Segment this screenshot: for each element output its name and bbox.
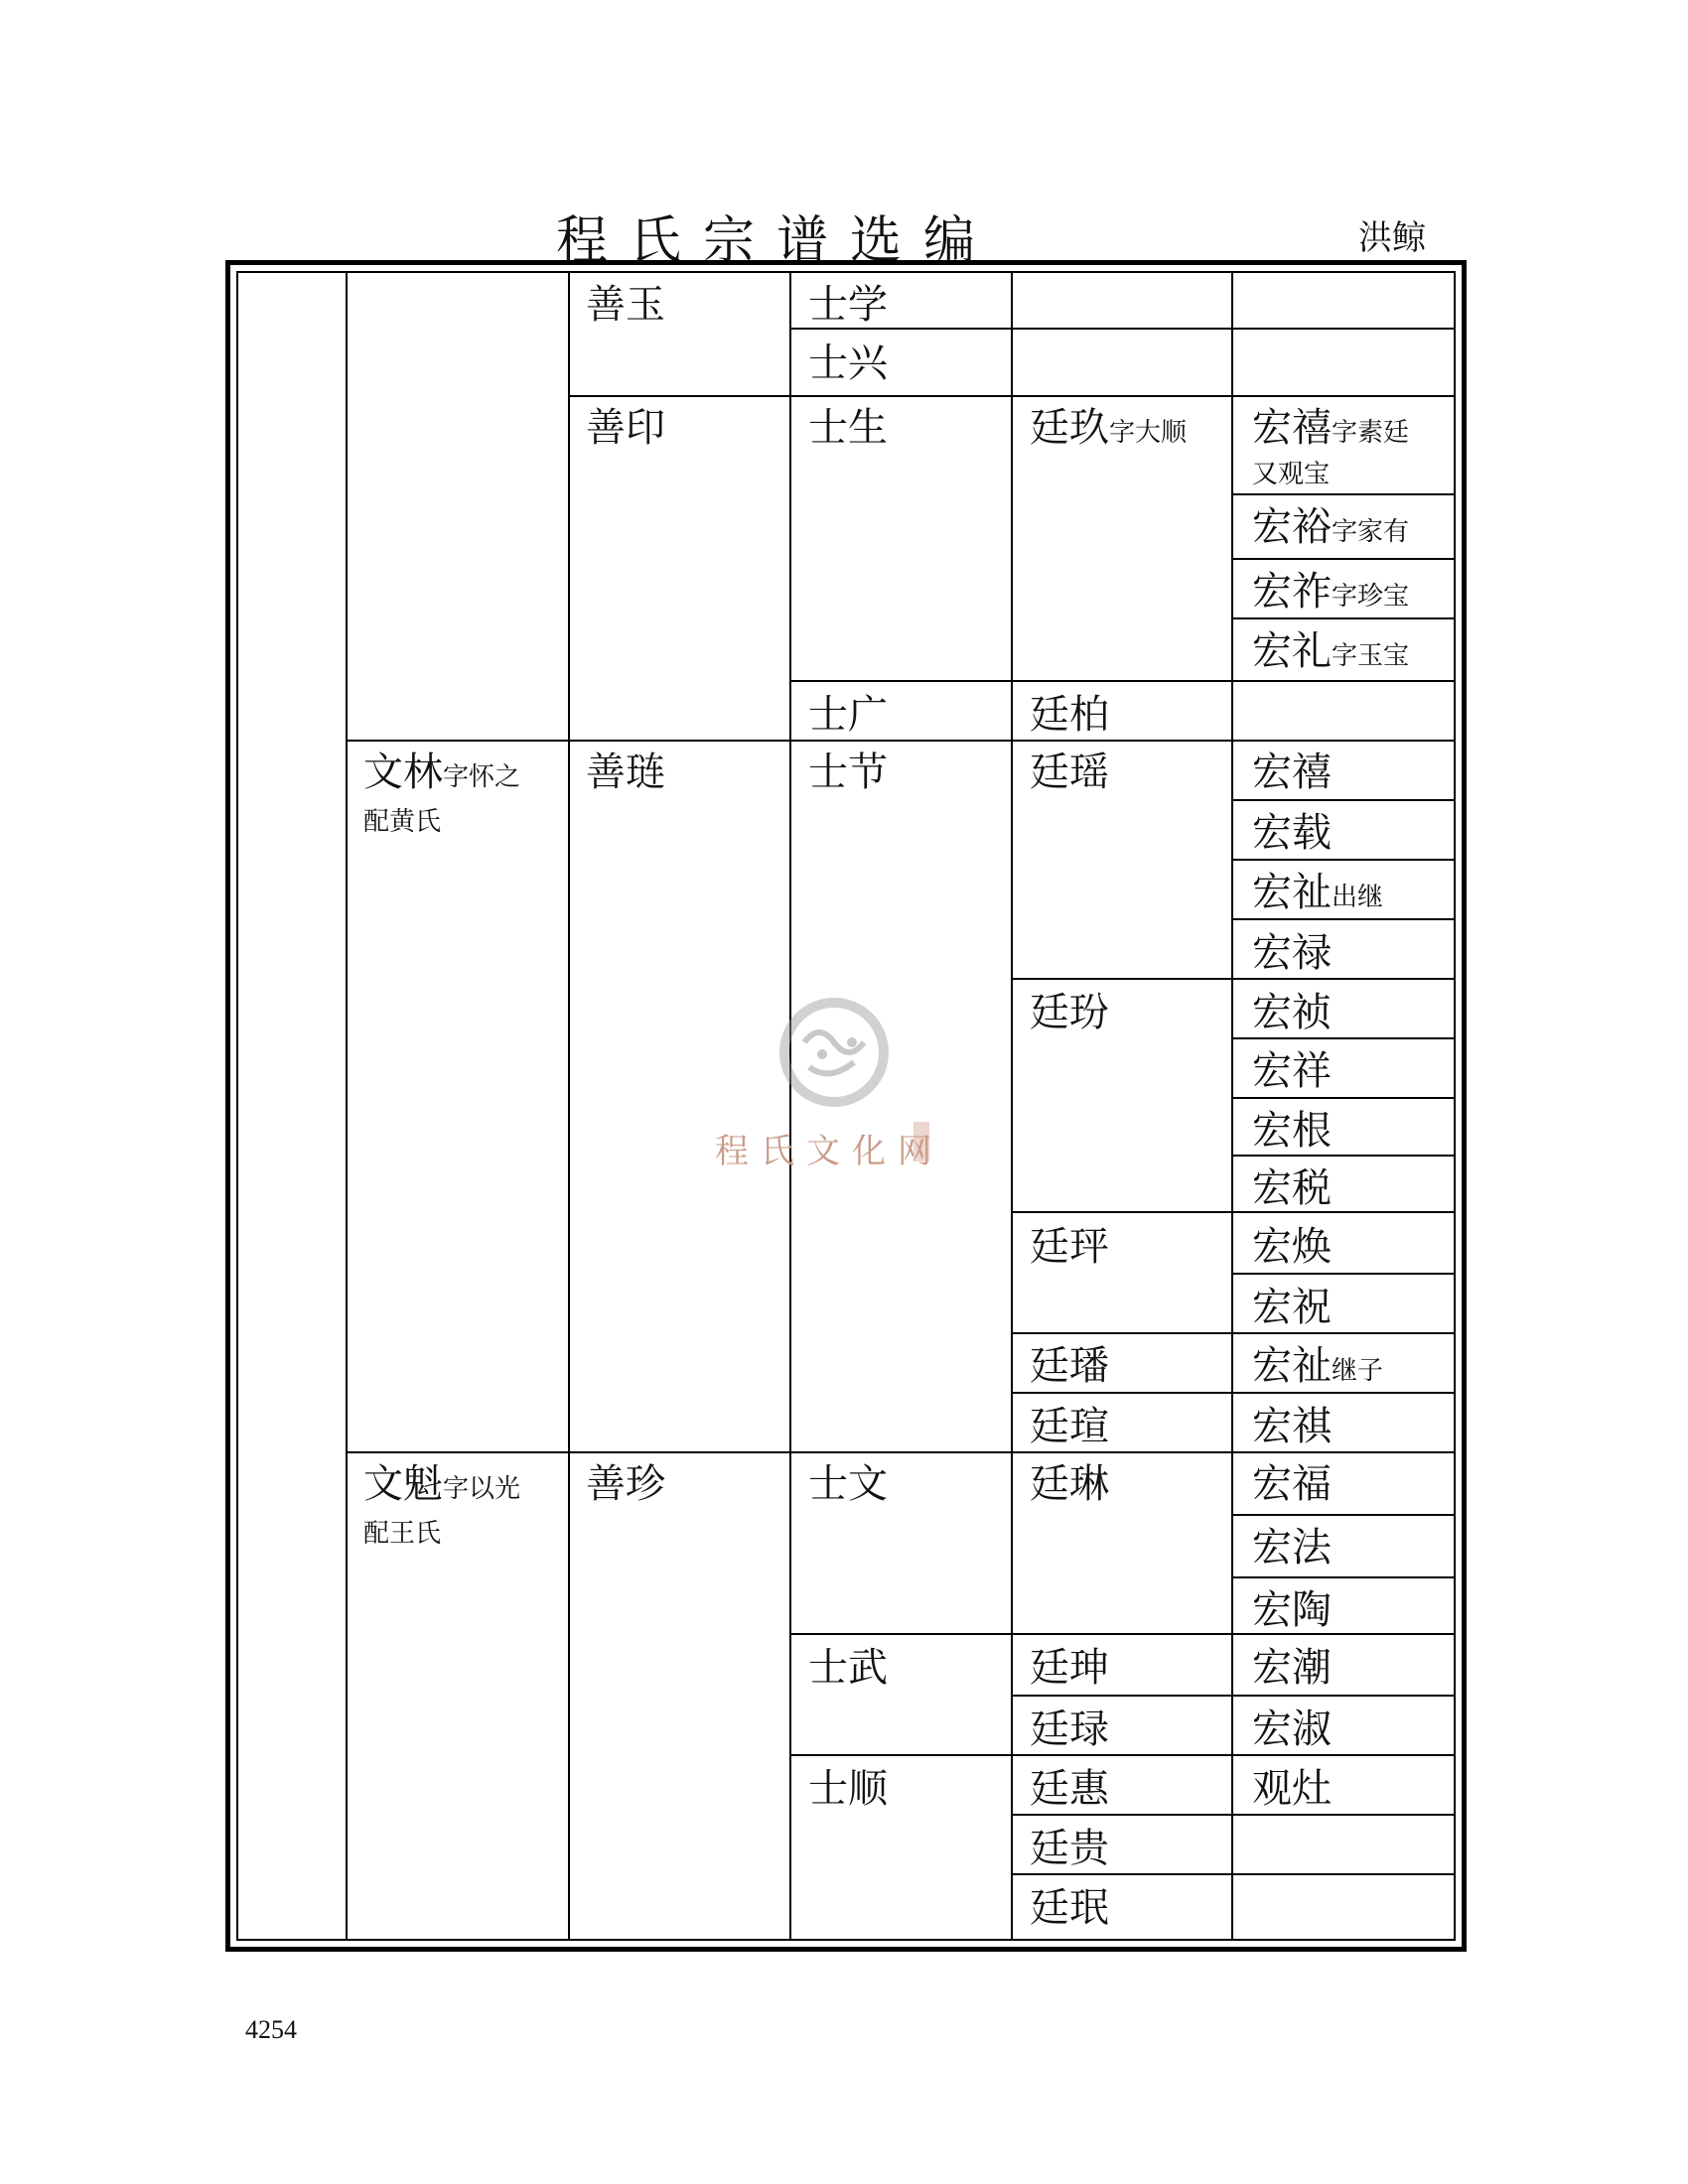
entry-name: 宏禧 — [1252, 405, 1332, 451]
row-divider — [1233, 328, 1455, 330]
entry-name: 善印 — [586, 405, 665, 451]
row-divider — [791, 1633, 1455, 1635]
row-divider — [1233, 859, 1455, 861]
row-divider — [1013, 978, 1455, 980]
entry-name: 宏税 — [1252, 1165, 1332, 1211]
entry-name: 廷璠 — [1030, 1343, 1109, 1389]
row-divider — [791, 680, 1455, 682]
entry-note: 字珍宝 — [1332, 582, 1410, 612]
entry-wenkui — [363, 1461, 521, 1507]
row-divider — [1013, 1211, 1455, 1213]
entry-note: 字以光 — [443, 1474, 521, 1504]
entry-name: 士兴 — [808, 341, 888, 386]
entry-name: 廷琭 — [1030, 1706, 1109, 1752]
entry-hongyu — [1252, 504, 1410, 550]
entry-name: 廷柏 — [1030, 692, 1109, 738]
entry-name: 宏祚 — [1252, 569, 1332, 614]
entry-name: 宏焕 — [1252, 1224, 1332, 1270]
row-divider — [1013, 1392, 1455, 1394]
entry-name: 善琏 — [586, 750, 665, 795]
column-divider — [568, 273, 570, 1941]
entry-name: 宏祉 — [1252, 1343, 1332, 1389]
entry-name: 文林 — [363, 750, 443, 795]
entry-note: 字玉宝 — [1332, 641, 1410, 671]
entry-name: 宏祯 — [1252, 990, 1332, 1035]
entry-hongli — [1252, 628, 1410, 674]
entry-name: 士广 — [808, 692, 888, 738]
entry-name: 宏禄 — [1252, 930, 1332, 976]
column-divider — [1231, 273, 1233, 1941]
entry-note: 字家有 — [1332, 517, 1410, 547]
page-title: 程氏宗谱选编 — [556, 211, 998, 271]
entry-name: 宏根 — [1252, 1108, 1332, 1154]
entry-name: 廷惠 — [1030, 1766, 1109, 1812]
entry-note: 字大顺 — [1109, 418, 1188, 448]
entry-name: 善玉 — [586, 282, 665, 328]
row-divider — [1233, 1514, 1455, 1516]
entry-name: 宏载 — [1252, 810, 1332, 856]
entry-hongji — [1252, 405, 1410, 451]
entry-name: 廷贵 — [1030, 1826, 1109, 1871]
row-divider — [1233, 1037, 1455, 1039]
entry-note: 出继 — [1332, 883, 1384, 912]
entry-name: 士节 — [808, 750, 888, 795]
entry-hongzhi — [1252, 870, 1384, 915]
entry-name: 善珍 — [586, 1461, 665, 1507]
entry-name: 宏礼 — [1252, 628, 1332, 674]
watermark-text: 程氏文化网 — [715, 1132, 943, 1171]
entry-name: 宏禧 — [1252, 750, 1332, 795]
entry-name: 廷玢 — [1030, 990, 1109, 1035]
entry-name: 士武 — [808, 1645, 888, 1691]
entry-name: 士学 — [808, 282, 888, 328]
entry-note: 字怀之 — [443, 762, 521, 792]
entry-note: 配黄氏 — [363, 807, 442, 837]
entry-name: 廷珉 — [1030, 1885, 1109, 1931]
row-divider — [791, 1754, 1455, 1756]
entry-wenlin — [363, 750, 521, 795]
row-divider — [1233, 918, 1455, 920]
column-divider — [346, 273, 348, 1941]
row-divider — [1233, 1155, 1455, 1157]
entry-name: 廷瑄 — [1030, 1404, 1109, 1449]
column-divider — [1011, 273, 1013, 1941]
entry-name: 士生 — [808, 405, 888, 451]
entry-hongzuo — [1252, 569, 1410, 614]
entry-name: 宏祝 — [1252, 1285, 1332, 1330]
entry-name: 宏祥 — [1252, 1048, 1332, 1094]
entry-name: 宏陶 — [1252, 1587, 1332, 1633]
entry-name: 观灶 — [1252, 1766, 1332, 1812]
row-divider — [348, 740, 1455, 742]
row-divider — [1233, 558, 1455, 560]
row-divider — [1013, 1814, 1455, 1816]
entry-name: 宏裕 — [1252, 504, 1332, 550]
row-divider — [1233, 1273, 1455, 1275]
page-number: 4254 — [245, 2015, 297, 2044]
entry-name: 廷玶 — [1030, 1224, 1109, 1270]
entry-name: 宏祺 — [1252, 1404, 1332, 1449]
entry-name: 廷珅 — [1030, 1645, 1109, 1691]
row-divider — [1233, 1097, 1455, 1099]
entry-name: 宏福 — [1252, 1461, 1332, 1507]
entry-note: 继子 — [1332, 1356, 1384, 1386]
row-divider — [1233, 617, 1455, 619]
row-divider — [1233, 493, 1455, 495]
row-divider — [1013, 1695, 1455, 1697]
row-divider — [1233, 1576, 1455, 1578]
entry-name: 廷琳 — [1030, 1461, 1109, 1507]
entry-tingjiu — [1030, 405, 1188, 451]
entry-name: 宏祉 — [1252, 870, 1332, 915]
entry-name: 宏潮 — [1252, 1645, 1332, 1691]
entry-hongzhi2 — [1252, 1343, 1384, 1389]
row-divider — [1013, 1873, 1455, 1875]
entry-name: 宏法 — [1252, 1525, 1332, 1570]
entry-name: 士文 — [808, 1461, 888, 1507]
section-tag: 洪鲸 — [1358, 218, 1426, 258]
row-divider — [1233, 799, 1455, 801]
entry-note: 又观宝 — [1252, 460, 1331, 489]
row-divider — [1013, 1332, 1455, 1334]
entry-name: 士顺 — [808, 1766, 888, 1812]
entry-name: 廷瑶 — [1030, 750, 1109, 795]
row-divider — [348, 1451, 1455, 1453]
entry-name: 文魁 — [363, 1461, 443, 1507]
entry-name: 宏淑 — [1252, 1706, 1332, 1752]
entry-note: 字素廷 — [1332, 418, 1410, 448]
entry-name: 廷玖 — [1030, 405, 1109, 451]
entry-note: 配王氏 — [363, 1519, 442, 1549]
row-divider — [570, 395, 1455, 397]
